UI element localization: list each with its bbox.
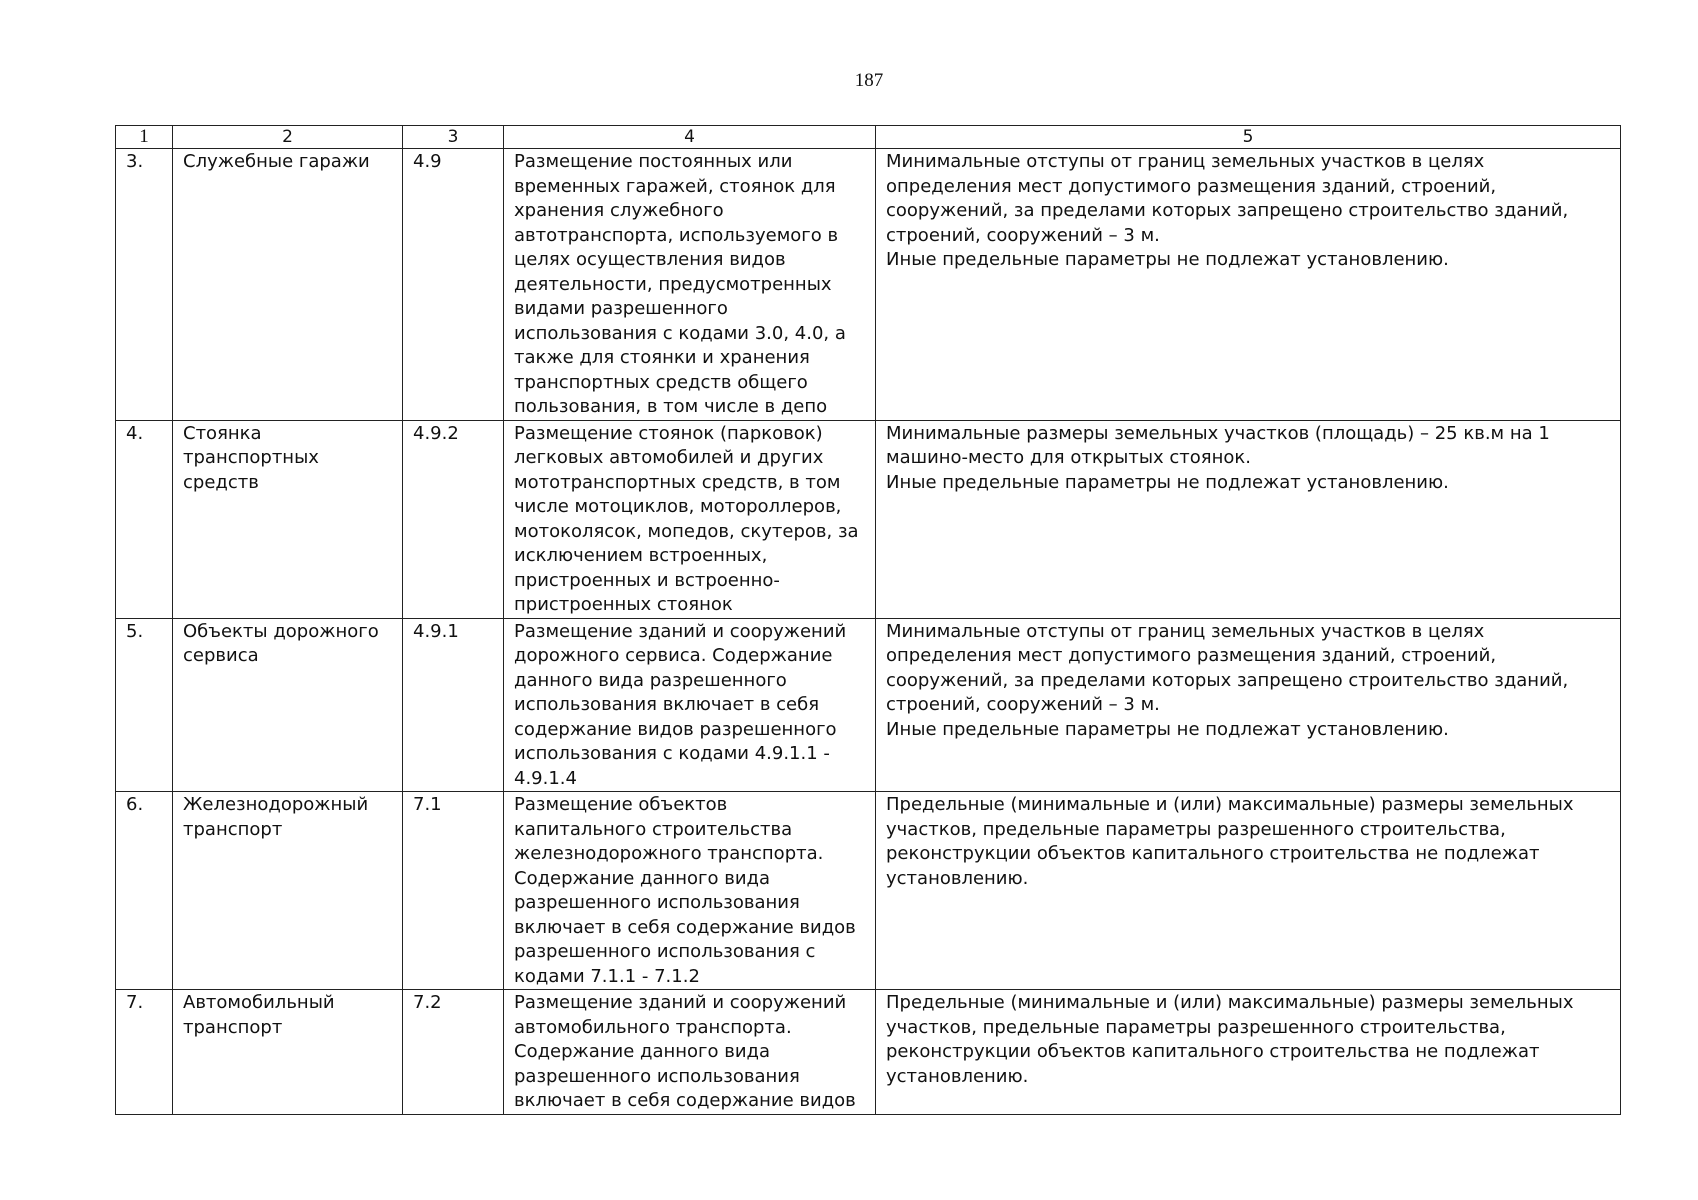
row-description: Размещение стоянок (парковок) легковых автомобилей и других мототранспортных средств, в том числе мотоциклов, мотороллеров, мотоколясок, мопедов, скутеров, за исключением встроенных, пристроенных и встроенно-пристроенных стоянок	[504, 420, 876, 618]
row-description: Размещение объектов капитального строительства железнодорожного транспорта. Содержание данного вида разрешенного использования включает в себя содержание видов разрешенного использования с кодами 7.1.1 - 7.1.2	[504, 792, 876, 990]
table-row	[116, 618, 1621, 792]
row-description: Размещение постоянных или временных гаражей, стоянок для хранения служебного автотранспорта, используемого в целях осуществления видов деятельности, предусмотренных видами разрешенного использования с кодами 3.0, 4.0, а также для стоянки и хранения транспортных средств общего пользования, в том числе в депо	[504, 149, 876, 421]
table-row	[116, 792, 1621, 990]
row-params	[876, 990, 1621, 1115]
header-col-2: 2	[173, 126, 403, 149]
param-text: Минимальные отступы от границ земельных участков в целях определения мест допустимого размещения зданий, строений, сооружений, за пределами которых запрещено строительство зданий, строений, сооружений – 3 м.	[886, 620, 1569, 715]
param-text: Предельные (минимальные и (или) максимальные) размеры земельных участков, предельные параметры разрешенного строительства, реконструкции объектов капитального строительства не подлежат установлению.	[886, 992, 1574, 1087]
row-name: Стоянка транспортных средств	[173, 420, 403, 618]
header-col-4: 4	[504, 126, 876, 149]
header-col-5: 5	[876, 126, 1621, 149]
param-text: Минимальные размеры земельных участков (площадь) – 25 кв.м на 1 машино-место для открытых стоянок.	[886, 422, 1550, 468]
param-text: Иные предельные параметры не подлежат установлению.	[886, 718, 1449, 740]
row-description: Размещение зданий и сооружений дорожного сервиса. Содержание данного вида разрешенного использования включает в себя содержание видов разрешенного использования с кодами 4.9.1.1 - 4.9.1.4	[504, 618, 876, 792]
row-number: 6.	[116, 792, 173, 990]
row-description: Размещение зданий и сооружений автомобильного транспорта. Содержание данного вида разрешенного использования включает в себя содержание видов	[504, 990, 876, 1115]
row-params	[876, 149, 1621, 421]
row-name: Железнодорожный транспорт	[173, 792, 403, 990]
row-code: 4.9	[403, 149, 504, 421]
row-name: Автомобильный транспорт	[173, 990, 403, 1115]
land-use-table	[115, 125, 1621, 1115]
table-row	[116, 149, 1621, 421]
header-col-1: 1	[116, 126, 173, 149]
param-text: Предельные (минимальные и (или) максимальные) размеры земельных участков, предельные параметры разрешенного строительства, реконструкции объектов капитального строительства не подлежат установлению.	[886, 794, 1574, 889]
row-number: 7.	[116, 990, 173, 1115]
row-code: 7.2	[403, 990, 504, 1115]
param-text: Иные предельные параметры не подлежат установлению.	[886, 471, 1449, 493]
table-header-row	[116, 126, 1621, 149]
table-row	[116, 420, 1621, 618]
page-number: 187	[854, 70, 884, 91]
row-name: Служебные гаражи	[173, 149, 403, 421]
row-params	[876, 420, 1621, 618]
row-code: 4.9.1	[403, 618, 504, 792]
row-number: 4.	[116, 420, 173, 618]
row-params	[876, 792, 1621, 990]
row-number: 5.	[116, 618, 173, 792]
param-text: Иные предельные параметры не подлежат установлению.	[886, 249, 1449, 270]
row-number: 3.	[116, 149, 173, 421]
row-code: 7.1	[403, 792, 504, 990]
table-row	[116, 990, 1621, 1115]
row-name: Объекты дорожного сервиса	[173, 618, 403, 792]
row-code: 4.9.2	[403, 420, 504, 618]
row-params	[876, 618, 1621, 792]
header-col-3: 3	[403, 126, 504, 149]
param-text: Минимальные отступы от границ земельных участков в целях определения мест допустимого размещения зданий, строений, сооружений, за пределами которых запрещено строительство зданий, строений, сооружений – 3 м.	[886, 151, 1569, 246]
